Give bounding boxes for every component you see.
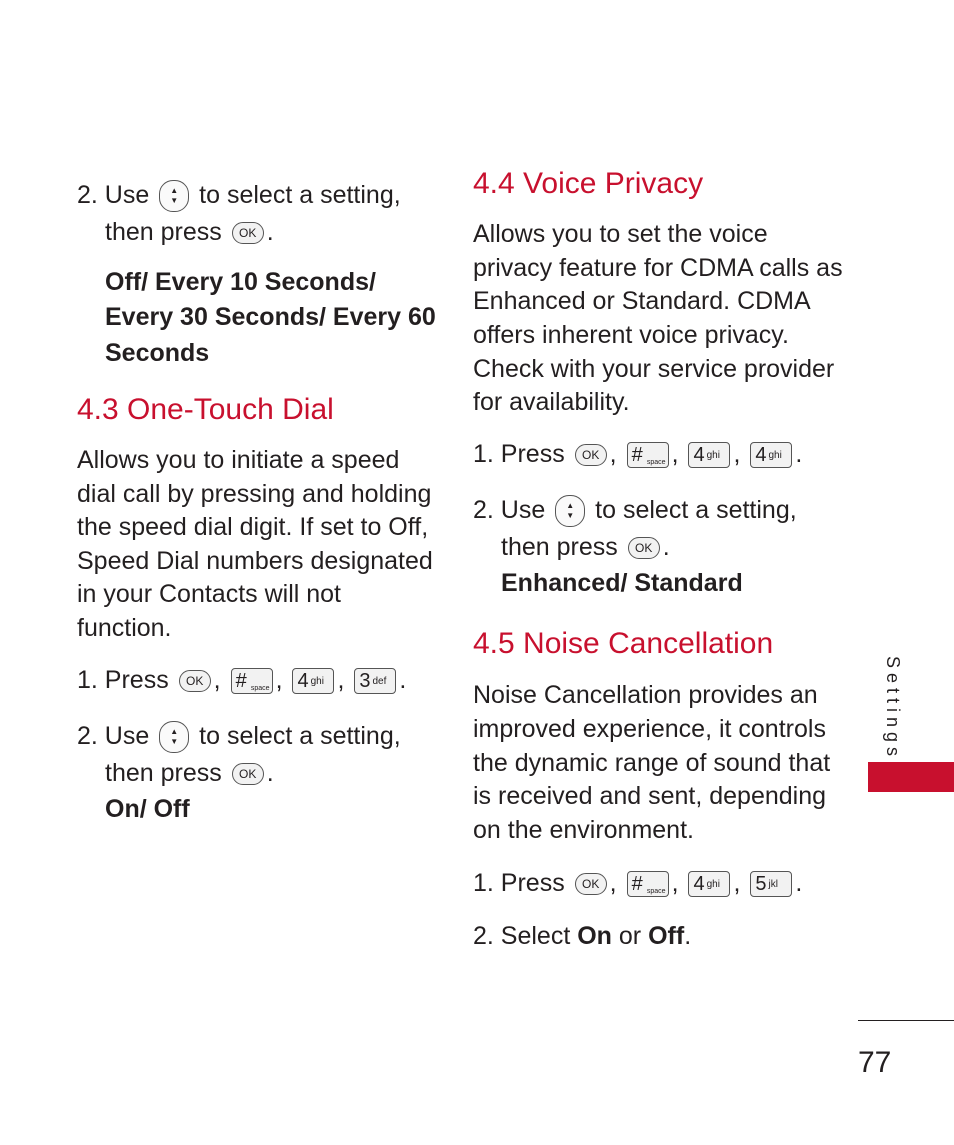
step-text: 1. Press: [473, 440, 565, 468]
key-glyph: #: [235, 670, 247, 693]
hash-key-icon: [627, 442, 669, 468]
punctuation: ,: [671, 440, 679, 468]
four-key-icon: [688, 871, 730, 897]
body-line: dial call by pressing and holding: [77, 480, 432, 508]
s44-step-2-line: [473, 493, 797, 527]
key-sub: space: [646, 459, 666, 467]
hash-key-icon: [231, 668, 273, 694]
footer-rule: [858, 1020, 954, 1021]
options-line: Every 30 Seconds/ Every 60: [105, 303, 436, 331]
key-glyph: 4: [297, 670, 309, 693]
ok-key-icon: OK: [628, 537, 660, 559]
s43-step-2-then-line: [105, 756, 274, 790]
on-option: On: [577, 922, 612, 950]
key-sub: jkl: [768, 879, 778, 891]
step-text: then press: [105, 759, 222, 787]
key-glyph: 4: [693, 444, 705, 467]
s43-step-1-line: [77, 663, 406, 697]
ok-key-icon: OK: [232, 222, 264, 244]
punctuation: .: [662, 533, 670, 561]
punctuation: ,: [609, 869, 617, 897]
punctuation: .: [399, 666, 407, 694]
options-line: Off/ Every 10 Seconds/: [105, 268, 376, 296]
body-line: Allows you to initiate a speed: [77, 446, 400, 474]
punctuation: ,: [213, 666, 221, 694]
three-key-icon: [354, 668, 396, 694]
four-key-icon: [750, 442, 792, 468]
hash-key-icon: [627, 871, 669, 897]
section-4-4-title: 4.4 Voice Privacy: [473, 167, 704, 200]
nav-key-icon: ▲ ▼: [555, 495, 585, 527]
punctuation: ,: [733, 869, 741, 897]
body-line: the dynamic range of sound that: [473, 749, 831, 777]
key-sub: ghi: [706, 879, 720, 891]
body-line: for availability.: [473, 388, 630, 416]
step-text: 2. Use: [473, 496, 546, 524]
punctuation: .: [266, 218, 274, 246]
step-text: 1. Press: [473, 869, 565, 897]
s45-step-1-line: [473, 866, 802, 900]
step-text: 1. Press: [77, 666, 169, 694]
punctuation: .: [684, 922, 692, 950]
options-line: Seconds: [105, 339, 210, 367]
off-option: Off: [648, 922, 685, 950]
body-line: Noise Cancellation provides an: [473, 681, 818, 709]
five-key-icon: [750, 871, 792, 897]
nav-key-icon: ▲ ▼: [159, 180, 189, 212]
body-line: in your Contacts will not: [77, 580, 342, 608]
four-key-icon: [688, 442, 730, 468]
punctuation: .: [795, 869, 803, 897]
body-line: is received and sent, depending: [473, 782, 827, 810]
punctuation: ,: [733, 440, 741, 468]
key-glyph: #: [631, 873, 643, 896]
four-key-icon: [292, 668, 334, 694]
section-4-3-title: 4.3 One-Touch Dial: [77, 393, 334, 426]
section-4-5-title: 4.5 Noise Cancellation: [473, 627, 774, 660]
punctuation: ,: [337, 666, 345, 694]
s44-options: Enhanced/ Standard: [501, 569, 743, 597]
key-sub: ghi: [310, 676, 324, 688]
s43-options: On/ Off: [105, 795, 190, 823]
ok-key-icon: OK: [575, 873, 607, 895]
punctuation: .: [266, 759, 274, 787]
step-text: then press: [501, 533, 618, 561]
ok-key-icon: OK: [232, 763, 264, 785]
s43-step-2-line: [77, 719, 401, 753]
step-text: to select a setting,: [199, 181, 401, 209]
ok-key-icon: OK: [575, 444, 607, 466]
s44-step-1-line: [473, 437, 802, 471]
punctuation: ,: [671, 869, 679, 897]
step-text: to select a setting,: [595, 496, 797, 524]
key-sub: space: [250, 685, 270, 693]
body-line: Check with your service provider: [473, 355, 835, 383]
body-line: Allows you to set the voice: [473, 220, 768, 248]
body-line: Speed Dial numbers designated: [77, 547, 433, 575]
nav-key-icon: ▲ ▼: [159, 721, 189, 753]
s44-step-2-then-line: [501, 530, 670, 564]
body-line: on the environment.: [473, 816, 694, 844]
s45-step-2-line: [473, 919, 691, 953]
body-line: the speed dial digit. If set to Off,: [77, 513, 429, 541]
body-line: improved experience, it controls: [473, 715, 826, 743]
step-text: then press: [105, 218, 222, 246]
key-sub: def: [372, 676, 387, 688]
key-glyph: #: [631, 444, 643, 467]
step-text: to select a setting,: [199, 722, 401, 750]
body-line: Enhanced or Standard. CDMA: [473, 287, 811, 315]
key-sub: ghi: [706, 450, 720, 462]
page-number: 77: [858, 1046, 892, 1079]
step-text: 2. Use: [77, 722, 150, 750]
punctuation: ,: [609, 440, 617, 468]
body-line: function.: [77, 614, 172, 642]
step-text: or: [618, 922, 642, 950]
ok-key-icon: OK: [179, 670, 211, 692]
punctuation: ,: [275, 666, 283, 694]
key-glyph: 5: [755, 873, 767, 896]
step-text: 2. Use: [77, 181, 150, 209]
side-tab-bar: [868, 762, 954, 792]
key-sub: ghi: [768, 450, 782, 462]
key-sub: space: [646, 888, 666, 896]
side-tab-label: Settings: [883, 656, 903, 762]
punctuation: .: [795, 440, 803, 468]
step-2-use-line: [77, 178, 401, 212]
body-line: offers inherent voice privacy.: [473, 321, 789, 349]
key-glyph: 4: [755, 444, 767, 467]
key-glyph: 4: [693, 873, 705, 896]
step-text: 2. Select: [473, 922, 571, 950]
body-line: privacy feature for CDMA calls as: [473, 254, 843, 282]
key-glyph: 3: [359, 670, 371, 693]
step-2-then-line: [105, 215, 274, 249]
